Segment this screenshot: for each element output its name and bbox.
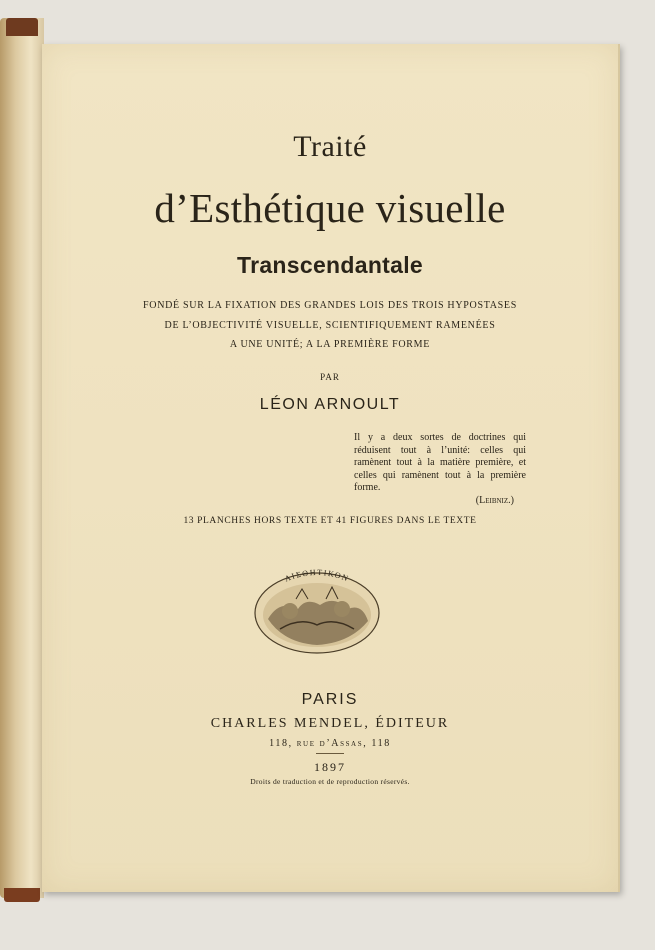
imprint-year: 1897 [314, 760, 346, 774]
subtitle-line-2: DE L’OBJECTIVITÉ VISUELLE, SCIENTIFIQUEMENT RAMENÉES [164, 320, 496, 331]
title-page [42, 44, 620, 892]
vignette-engraving-icon [250, 559, 384, 657]
title-line-2: d’Esthétique visuelle [154, 185, 506, 231]
author-name: LÉON ARNOULT [259, 396, 401, 413]
subtitle-line-3: A UNE UNITÉ; A LA PREMIÈRE FORME [229, 339, 431, 350]
imprint-city: PARIS [301, 691, 359, 708]
vignette-inscription: ΑΙΣΘΗΤΙΚΟΝ [283, 567, 351, 584]
imprint-rights: Droits de traduction et de reproduction réservés. [250, 777, 410, 786]
epigraph-text: Il y a deux sortes de doctrines qui réduisent tout à l’unité: celles qui ramènent tout à la matière première, et celles qui ramènent tout à la première forme. [354, 432, 526, 493]
spine-leather-top [6, 18, 38, 36]
spine-leather-bottom [4, 888, 40, 902]
imprint-publisher: CHARLES MENDEL, ÉDITEUR [210, 716, 450, 731]
plates-note: 13 PLANCHES HORS TEXTE ET 41 FIGURES DANS LE TEXTE [183, 516, 477, 526]
title-line-1: Traité [293, 130, 367, 163]
title-line-3: Transcendantale [236, 252, 424, 278]
book-spine [0, 18, 44, 898]
subtitle-line-1: FONDÉ SUR LA FIXATION DES GRANDES LOIS DES TROIS HYPOSTASES [143, 300, 517, 311]
epigraph-attribution: (Leibniz.) [475, 494, 514, 506]
imprint-rule [316, 753, 344, 754]
epigraph [354, 432, 526, 507]
by-label: PAR [320, 372, 340, 382]
imprint-address: 118, rue d’Assas, 118 [269, 738, 391, 749]
